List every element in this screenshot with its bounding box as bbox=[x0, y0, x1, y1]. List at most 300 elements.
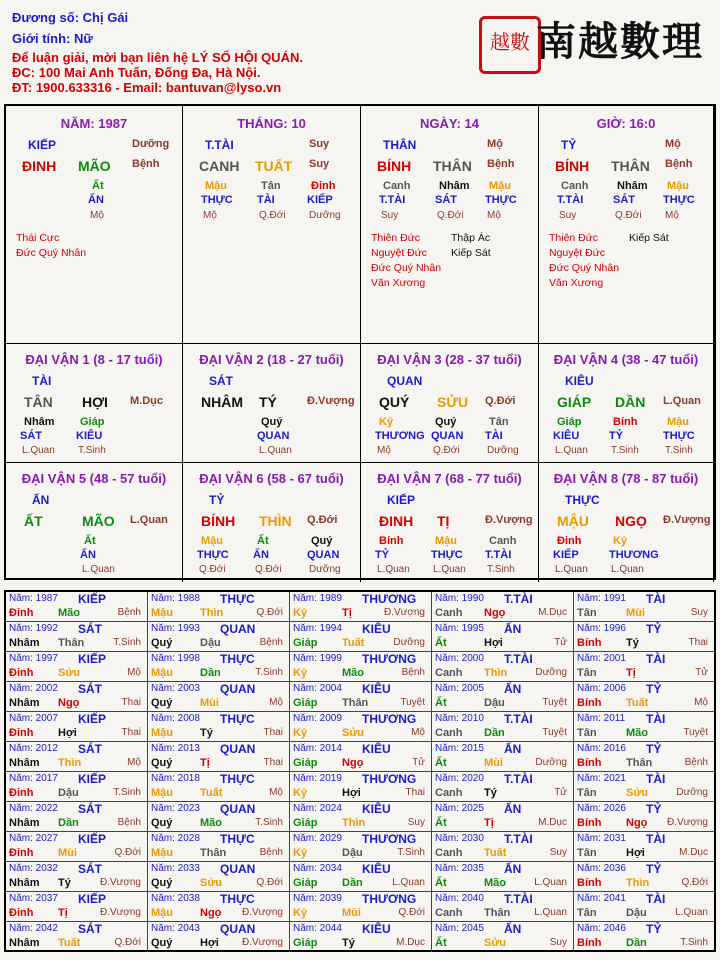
year-phase: Q.Đới bbox=[398, 907, 425, 918]
year-star: KIÊU bbox=[362, 682, 391, 696]
year-star: THỰC bbox=[220, 712, 255, 726]
hidden-phase: T.Sinh bbox=[611, 445, 639, 456]
year-star: THƯƠNG bbox=[362, 592, 417, 606]
year-cell bbox=[432, 592, 574, 622]
year-label: Năm: 1995 bbox=[435, 623, 484, 634]
hidden-stem: Ất bbox=[92, 180, 104, 192]
year-chi: Dần bbox=[58, 817, 79, 829]
shensha-label: Kiếp Sát bbox=[451, 247, 491, 259]
year-label: Năm: 1991 bbox=[577, 593, 626, 604]
year-can: Quý bbox=[151, 877, 173, 889]
year-star: TÀI bbox=[646, 772, 666, 786]
year-can: Đinh bbox=[9, 667, 34, 679]
hidden-phase: T.Sinh bbox=[665, 445, 693, 456]
year-cell bbox=[148, 862, 290, 892]
year-can: Bính bbox=[577, 757, 602, 769]
year-can: Canh bbox=[435, 667, 463, 679]
hidden-phase: Q.Đới bbox=[433, 445, 460, 456]
year-can: Ất bbox=[435, 757, 447, 769]
hidden-stem: Đinh bbox=[311, 180, 336, 192]
hidden-phase: L.Quan bbox=[611, 564, 644, 575]
year-can: Kỷ bbox=[293, 607, 308, 619]
year-star: TÀI bbox=[646, 892, 666, 906]
year-can: Canh bbox=[435, 607, 463, 619]
year-cell bbox=[148, 802, 290, 832]
year-label: Năm: 2001 bbox=[577, 653, 626, 664]
shensha-label: Thiên Đức bbox=[549, 232, 599, 244]
year-label: Năm: 1992 bbox=[9, 623, 58, 634]
hidden-stem: Đinh bbox=[557, 535, 582, 547]
year-star: THỰC bbox=[220, 652, 255, 666]
pillar-star: THÂN bbox=[383, 138, 417, 152]
year-chi: Tuất bbox=[626, 697, 649, 709]
year-cell bbox=[574, 622, 714, 652]
year-can: Mậu bbox=[151, 787, 173, 799]
year-can: Tân bbox=[577, 787, 597, 799]
year-label: Năm: 2046 bbox=[577, 923, 626, 934]
hidden-stem: Mậu bbox=[489, 180, 511, 192]
hidden-phase: L.Quan bbox=[555, 564, 588, 575]
year-cell bbox=[574, 592, 714, 622]
year-phase: Mộ bbox=[269, 787, 283, 798]
luck-star: ẤN bbox=[32, 493, 50, 507]
hidden-phase: T.Sinh bbox=[78, 445, 106, 456]
year-label: Năm: 2025 bbox=[435, 803, 484, 814]
year-cell bbox=[290, 592, 432, 622]
year-can: Mậu bbox=[151, 667, 173, 679]
year-can: Đinh bbox=[9, 727, 34, 739]
year-can: Giáp bbox=[293, 697, 318, 709]
year-chi: Ngọ bbox=[626, 817, 648, 829]
year-chi: Thân bbox=[484, 907, 511, 919]
header bbox=[0, 0, 720, 104]
luck-ts: Đ.Vượng bbox=[307, 395, 355, 407]
hidden-stem: Quý bbox=[311, 535, 333, 547]
year-label: Năm: 2020 bbox=[435, 773, 484, 784]
year-star: KIẾP bbox=[78, 652, 107, 666]
luck-title: ĐẠI VẬN 8 (78 - 87 tuổi) bbox=[553, 471, 699, 486]
year-chi: Tý bbox=[342, 937, 355, 949]
year-star: T.TÀI bbox=[504, 652, 533, 666]
year-label: Năm: 2010 bbox=[435, 713, 484, 724]
shensha-label: Nguyệt Đức bbox=[371, 247, 428, 259]
year-cell bbox=[148, 742, 290, 772]
hidden-phase: Mộ bbox=[487, 210, 501, 221]
hidden-star: THỰC bbox=[431, 549, 463, 561]
hidden-phase: Suy bbox=[559, 210, 577, 221]
year-phase: Đ.Vượng bbox=[383, 607, 425, 618]
year-can: Nhâm bbox=[9, 877, 40, 889]
year-label: Năm: 2006 bbox=[577, 683, 626, 694]
year-phase: Bệnh bbox=[684, 757, 708, 768]
year-label: Năm: 2013 bbox=[151, 743, 200, 754]
hidden-star: KIẾP bbox=[553, 549, 579, 561]
year-can: Tân bbox=[577, 907, 597, 919]
year-can: Giáp bbox=[293, 637, 318, 649]
year-phase: L.Quan bbox=[534, 907, 567, 918]
year-star: T.TÀI bbox=[504, 892, 533, 906]
year-label: Năm: 2000 bbox=[435, 653, 484, 664]
year-chi: Thìn bbox=[58, 757, 82, 769]
year-cell bbox=[574, 832, 714, 862]
pillar-star: T.TÀI bbox=[205, 138, 234, 152]
luck-ts: L.Quan bbox=[663, 395, 701, 407]
year-cell bbox=[432, 832, 574, 862]
year-cell bbox=[290, 682, 432, 712]
hidden-star: QUAN bbox=[307, 549, 340, 561]
hidden-stem: Mậu bbox=[435, 535, 457, 547]
year-can: Tân bbox=[577, 727, 597, 739]
hidden-phase: Q.Đới bbox=[199, 564, 226, 575]
luck-star: TÀI bbox=[32, 374, 52, 388]
year-cell bbox=[574, 712, 714, 742]
year-can: Tân bbox=[577, 667, 597, 679]
year-can: Nhâm bbox=[9, 637, 40, 649]
hidden-star: THỰC bbox=[663, 194, 695, 206]
year-chi: Mùi bbox=[342, 907, 361, 919]
year-chi: Dậu bbox=[342, 847, 363, 859]
luck-chi: DẦN bbox=[615, 394, 646, 410]
hidden-phase: Q.Đới bbox=[437, 210, 464, 221]
year-can: Canh bbox=[435, 907, 463, 919]
year-star: SÁT bbox=[78, 682, 102, 696]
year-cell bbox=[6, 862, 148, 892]
year-star: KIÊU bbox=[362, 802, 391, 816]
luck-can: MẬU bbox=[557, 513, 589, 529]
year-star: TỶ bbox=[646, 862, 662, 876]
year-star: QUAN bbox=[220, 622, 256, 636]
year-phase: Đ.Vượng bbox=[99, 907, 141, 918]
year-chi: Ngọ bbox=[200, 907, 222, 919]
year-star: THƯƠNG bbox=[362, 892, 417, 906]
year-cell bbox=[148, 652, 290, 682]
year-phase: M.Dục bbox=[396, 937, 425, 948]
luck-title: ĐẠI VẬN 2 (18 - 27 tuổi) bbox=[199, 352, 344, 367]
pillar-ts: Bệnh bbox=[487, 158, 515, 170]
year-phase: Đ.Vượng bbox=[666, 817, 708, 828]
year-can: Ất bbox=[435, 637, 447, 649]
luck-can: NHÂM bbox=[201, 394, 243, 410]
year-chi: Mão bbox=[342, 667, 364, 679]
year-star: T.TÀI bbox=[504, 832, 533, 846]
year-star: THƯƠNG bbox=[362, 652, 417, 666]
year-label: Năm: 2036 bbox=[577, 863, 626, 874]
year-label: Năm: 2014 bbox=[293, 743, 342, 754]
hidden-star: T.TÀI bbox=[557, 194, 584, 206]
year-star: TỶ bbox=[646, 742, 662, 756]
year-can: Bính bbox=[577, 817, 602, 829]
luck-star: TỶ bbox=[209, 493, 225, 507]
year-cell bbox=[290, 892, 432, 922]
year-can: Kỷ bbox=[293, 847, 308, 859]
year-chi: Tị bbox=[200, 757, 210, 769]
year-can: Canh bbox=[435, 727, 463, 739]
hidden-phase: Q.Đới bbox=[255, 564, 282, 575]
year-cell bbox=[574, 892, 714, 922]
year-cell bbox=[6, 622, 148, 652]
year-chi: Dần bbox=[484, 727, 505, 739]
shensha-label: Thái Cực bbox=[16, 232, 60, 244]
year-label: Năm: 2039 bbox=[293, 893, 342, 904]
year-cell bbox=[6, 832, 148, 862]
year-phase: Mộ bbox=[694, 697, 708, 708]
year-cell bbox=[290, 622, 432, 652]
year-chi: Mùi bbox=[626, 607, 645, 619]
year-phase: Tử bbox=[412, 757, 425, 768]
luck-title: ĐẠI VẬN 6 (58 - 67 tuổi) bbox=[199, 471, 344, 486]
year-star: SÁT bbox=[78, 802, 102, 816]
pillar-star: KIẾP bbox=[28, 138, 57, 152]
hidden-stem: Giáp bbox=[557, 416, 582, 428]
year-chi: Tý bbox=[58, 877, 71, 889]
luck-can: QUÝ bbox=[379, 394, 410, 410]
year-label: Năm: 1998 bbox=[151, 653, 200, 664]
year-star: KIẾP bbox=[78, 592, 107, 606]
year-label: Năm: 2032 bbox=[9, 863, 58, 874]
year-phase: Đ.Vượng bbox=[241, 907, 283, 918]
luck-star: THỰC bbox=[565, 493, 600, 507]
year-label: Năm: 2005 bbox=[435, 683, 484, 694]
year-star: QUAN bbox=[220, 682, 256, 696]
year-cell bbox=[148, 832, 290, 862]
hidden-stem: Quý bbox=[435, 416, 457, 428]
year-phase: Tử bbox=[554, 787, 567, 798]
year-chi: Tuất bbox=[200, 787, 223, 799]
year-can: Quý bbox=[151, 697, 173, 709]
year-can: Ất bbox=[435, 877, 447, 889]
year-phase: Thai bbox=[405, 787, 425, 798]
luck-chi: HỢI bbox=[82, 394, 108, 410]
year-star: KIÊU bbox=[362, 922, 391, 936]
year-chi: Thìn bbox=[200, 607, 224, 619]
year-can: Bính bbox=[577, 937, 602, 949]
year-phase: Q.Đới bbox=[114, 937, 141, 948]
year-star: SÁT bbox=[78, 622, 102, 636]
luck-star: KIÊU bbox=[565, 374, 594, 388]
year-cell bbox=[290, 772, 432, 802]
year-phase: L.Quan bbox=[392, 877, 425, 888]
shensha-label: Kiếp Sát bbox=[629, 232, 669, 244]
year-can: Quý bbox=[151, 757, 173, 769]
hidden-star: KIẾP bbox=[307, 194, 333, 206]
luck-cell bbox=[361, 463, 539, 582]
year-can: Nhâm bbox=[9, 937, 40, 949]
year-label: Năm: 1987 bbox=[9, 593, 58, 604]
year-chi: Dần bbox=[626, 937, 647, 949]
hidden-star: THỰC bbox=[485, 194, 517, 206]
year-label: Năm: 2030 bbox=[435, 833, 484, 844]
year-phase: Tuyệt bbox=[400, 697, 425, 708]
year-can: Mậu bbox=[151, 847, 173, 859]
year-star: KIÊU bbox=[362, 622, 391, 636]
year-label: Năm: 1996 bbox=[577, 623, 626, 634]
year-can: Mậu bbox=[151, 907, 173, 919]
year-chi: Tý bbox=[484, 787, 497, 799]
year-star: TỶ bbox=[646, 622, 662, 636]
hidden-phase: Mộ bbox=[90, 210, 104, 221]
year-phase: Q.Đới bbox=[256, 877, 283, 888]
hidden-stem: Tân bbox=[261, 180, 281, 192]
hidden-star: KIÊU bbox=[553, 430, 580, 442]
luck-title: ĐẠI VẬN 4 (38 - 47 tuổi) bbox=[553, 352, 699, 367]
pillar-phase: Mộ bbox=[487, 138, 503, 150]
year-chi: Mão bbox=[484, 877, 506, 889]
year-phase: Đ.Vượng bbox=[241, 937, 283, 948]
hidden-phase: L.Quan bbox=[433, 564, 466, 575]
shensha-label: Đức Quý Nhân bbox=[549, 262, 620, 274]
year-star: ẤN bbox=[504, 862, 522, 876]
luck-ts: Q.Đới bbox=[307, 514, 338, 526]
year-cell bbox=[290, 862, 432, 892]
year-can: Đinh bbox=[9, 847, 34, 859]
header-line-phone: ĐT: 1900.633316 - Email: bantuvan@lyso.vn bbox=[12, 80, 282, 95]
pillar-title: NĂM: 1987 bbox=[60, 116, 128, 131]
year-label: Năm: 2004 bbox=[293, 683, 342, 694]
pillar-cell bbox=[183, 106, 361, 344]
year-can: Bính bbox=[577, 637, 602, 649]
year-label: Năm: 2028 bbox=[151, 833, 200, 844]
hidden-star: TỶ bbox=[375, 549, 390, 561]
year-label: Năm: 2035 bbox=[435, 863, 484, 874]
year-cell bbox=[6, 772, 148, 802]
pillar-chi: THÂN bbox=[433, 158, 472, 174]
year-star: QUAN bbox=[220, 862, 256, 876]
luck-title: ĐẠI VẬN 1 (8 - 17 tuổi) bbox=[25, 352, 163, 367]
hidden-star: T.TÀI bbox=[379, 194, 406, 206]
year-label: Năm: 1999 bbox=[293, 653, 342, 664]
hidden-phase: Q.Đới bbox=[259, 210, 286, 221]
year-can: Kỷ bbox=[293, 907, 308, 919]
hidden-stem: Tân bbox=[489, 416, 509, 428]
pillar-chi: MÃO bbox=[78, 158, 111, 174]
hidden-phase: Dưỡng bbox=[487, 445, 519, 456]
year-label: Năm: 2045 bbox=[435, 923, 484, 934]
year-label: Năm: 2027 bbox=[9, 833, 58, 844]
year-chi: Thân bbox=[58, 637, 85, 649]
year-chi: Hợi bbox=[342, 787, 361, 799]
hidden-phase: L.Quan bbox=[22, 445, 55, 456]
hidden-star: SÁT bbox=[20, 430, 42, 442]
hidden-stem: Ất bbox=[257, 535, 269, 547]
year-chi: Tuất bbox=[484, 847, 507, 859]
year-cell bbox=[148, 892, 290, 922]
year-star: SÁT bbox=[78, 862, 102, 876]
year-cell bbox=[432, 922, 574, 952]
year-can: Nhâm bbox=[9, 697, 40, 709]
year-phase: Q.Đới bbox=[681, 877, 708, 888]
year-star: KIÊU bbox=[362, 742, 391, 756]
year-label: Năm: 2041 bbox=[577, 893, 626, 904]
year-star: T.TÀI bbox=[504, 772, 533, 786]
year-chi: Mùi bbox=[484, 757, 503, 769]
year-label: Năm: 1997 bbox=[9, 653, 58, 664]
year-phase: Mộ bbox=[269, 697, 283, 708]
pillar-cell bbox=[361, 106, 539, 344]
year-cell bbox=[290, 742, 432, 772]
year-cell bbox=[432, 742, 574, 772]
shensha-label: Văn Xương bbox=[371, 277, 426, 289]
year-chi: Mùi bbox=[200, 697, 219, 709]
year-label: Năm: 2016 bbox=[577, 743, 626, 754]
year-chi: Sửu bbox=[484, 937, 507, 949]
year-phase: Bệnh bbox=[259, 847, 283, 858]
luck-can: BÍNH bbox=[201, 513, 236, 529]
year-phase: Bệnh bbox=[401, 667, 425, 678]
year-cell bbox=[290, 922, 432, 952]
pillar-can: BÍNH bbox=[377, 158, 412, 174]
year-phase: Mộ bbox=[127, 667, 141, 678]
year-cell bbox=[148, 592, 290, 622]
year-cell bbox=[290, 712, 432, 742]
year-star: ẤN bbox=[504, 802, 522, 816]
year-phase: T.Sinh bbox=[680, 937, 708, 948]
luck-star: SÁT bbox=[209, 374, 233, 388]
hidden-star: SÁT bbox=[435, 194, 457, 206]
year-chi: Sửu bbox=[58, 667, 81, 679]
year-cell bbox=[574, 922, 714, 952]
hidden-star: ẤN bbox=[88, 194, 104, 206]
hidden-star: TÀI bbox=[257, 194, 275, 206]
year-star: ẤN bbox=[504, 922, 522, 936]
year-chi: Tị bbox=[58, 907, 68, 919]
header-line-address: ĐC: 100 Mai Anh Tuấn, Đống Đa, Hà Nội. bbox=[12, 65, 261, 80]
year-star: ẤN bbox=[504, 682, 522, 696]
year-chi: Tị bbox=[484, 817, 494, 829]
year-star: KIÊU bbox=[362, 862, 391, 876]
year-label: Năm: 2015 bbox=[435, 743, 484, 754]
year-chi: Ngọ bbox=[484, 607, 506, 619]
year-phase: Thai bbox=[688, 637, 708, 648]
year-cell bbox=[432, 772, 574, 802]
year-chi: Hợi bbox=[626, 847, 645, 859]
luck-can: GIÁP bbox=[557, 394, 592, 410]
year-chi: Sửu bbox=[342, 727, 365, 739]
luck-cell bbox=[539, 463, 714, 582]
year-label: Năm: 2007 bbox=[9, 713, 58, 724]
year-can: Mậu bbox=[151, 607, 173, 619]
year-can: Giáp bbox=[293, 817, 318, 829]
year-cell bbox=[6, 892, 148, 922]
year-can: Kỷ bbox=[293, 667, 308, 679]
pillar-cell bbox=[6, 106, 183, 344]
year-star: THỰC bbox=[220, 592, 255, 606]
year-cell bbox=[432, 892, 574, 922]
year-phase: Dưỡng bbox=[535, 667, 567, 678]
year-star: KIẾP bbox=[78, 832, 107, 846]
year-star: THƯƠNG bbox=[362, 712, 417, 726]
luck-title: ĐẠI VẬN 3 (28 - 37 tuổi) bbox=[377, 352, 522, 367]
year-cell bbox=[290, 652, 432, 682]
year-chi: Dần bbox=[342, 877, 363, 889]
year-phase: Thai bbox=[121, 727, 141, 738]
hidden-stem: Bính bbox=[379, 535, 404, 547]
year-cell bbox=[432, 802, 574, 832]
year-chi: Mùi bbox=[58, 847, 77, 859]
header-line-contact: Để luận giải, mời bạn liên hệ LÝ SỐ HỘI QUÁN. bbox=[12, 50, 303, 65]
year-can: Đinh bbox=[9, 787, 34, 799]
hidden-star: QUAN bbox=[257, 430, 290, 442]
year-can: Quý bbox=[151, 817, 173, 829]
year-chi: Tý bbox=[200, 727, 213, 739]
year-can: Tân bbox=[577, 847, 597, 859]
hidden-star: TÀI bbox=[485, 430, 503, 442]
year-label: Năm: 2031 bbox=[577, 833, 626, 844]
pillar-title: GIỜ: 16:0 bbox=[596, 116, 656, 131]
header-line-gender: Giới tính: Nữ bbox=[12, 31, 93, 46]
hidden-stem: Kỷ bbox=[613, 535, 628, 547]
hidden-stem: Mậu bbox=[667, 180, 689, 192]
year-label: Năm: 2018 bbox=[151, 773, 200, 784]
